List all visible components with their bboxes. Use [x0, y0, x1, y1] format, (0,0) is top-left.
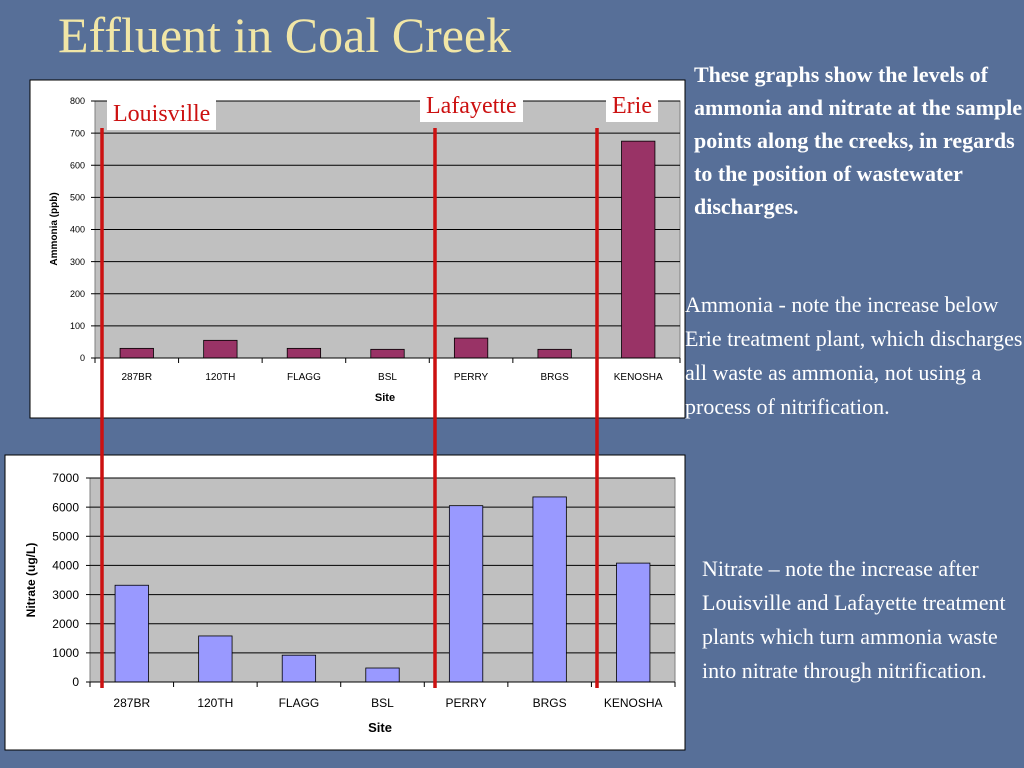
ammonia-bar-kenosha [622, 141, 655, 358]
nitrate-y-tick-label: 7000 [52, 471, 79, 486]
ammonia-y-tick-label: 400 [69, 224, 85, 235]
ammonia-y-tick-label: 200 [69, 288, 85, 299]
ammonia-y-tick-label: 300 [69, 256, 85, 267]
nitrate-x-tick-label: BRGS [532, 696, 567, 710]
ammonia-bar-120th [204, 340, 237, 358]
nitrate-bar-287br [115, 585, 148, 682]
ammonia-note: Ammonia - note the increase below Erie treatment plant, which discharges all waste as ammonia, not using a process of nitrification. [685, 292, 1023, 419]
nitrate-note: Nitrate – note the increase after Louisville and Lafayette treatment plants which turn ammonia waste into nitrate through nitrification. [702, 556, 1006, 683]
nitrate-bar-perry [449, 506, 482, 682]
nitrate-bar-flagg [282, 655, 315, 682]
ammonia-y-tick-label: 100 [69, 321, 85, 332]
nitrate-bar-bsl [366, 668, 399, 682]
nitrate-bar-kenosha [617, 563, 650, 682]
nitrate-chart [5, 455, 685, 750]
ammonia-x-tick-label: 287BR [121, 372, 153, 383]
ammonia-y-tick-label: 600 [69, 160, 85, 171]
nitrate-y-tick-label: 2000 [52, 616, 79, 631]
slide-title: Effluent in Coal Creek [58, 7, 512, 63]
ammonia-bar-perry [454, 338, 487, 358]
nitrate-x-tick-label: 120TH [197, 696, 234, 710]
nitrate-y-tick-label: 5000 [52, 529, 79, 544]
nitrate-x-tick-label: FLAGG [278, 696, 320, 710]
lafayette-marker: Lafayette [420, 90, 523, 122]
nitrate-plot-area [90, 478, 675, 682]
ammonia-x-tick-label: PERRY [453, 372, 489, 383]
ammonia-bar-brgs [538, 349, 571, 358]
ammonia-x-axis-label: Site [374, 392, 396, 404]
nitrate-x-tick-label: PERRY [445, 696, 487, 710]
ammonia-chart [30, 80, 685, 418]
ammonia-y-tick-label: 500 [69, 192, 85, 203]
ammonia-bar-flagg [287, 348, 320, 358]
ammonia-y-tick-label: 700 [69, 128, 85, 139]
ammonia-y-tick-label: 0 [79, 353, 85, 364]
nitrate-y-axis-label: Nitrate (ug/L) [24, 542, 38, 618]
nitrate-x-axis-label: Site [368, 720, 392, 735]
ammonia-bar-bsl [371, 349, 404, 358]
ammonia-x-tick-label: KENOSHA [613, 372, 663, 383]
ammonia-x-tick-label: 120TH [205, 372, 236, 383]
nitrate-x-tick-label: 287BR [113, 696, 151, 710]
nitrate-y-tick-label: 6000 [52, 500, 79, 515]
nitrate-bar-120th [199, 636, 232, 682]
intro-text: These graphs show the levels of ammonia and nitrate at the sample points along the creeks, in regards to the position of wastewater discharges. [694, 62, 1023, 219]
nitrate-x-tick-label: KENOSHA [603, 696, 663, 710]
ammonia-y-axis-label: Ammonia (ppb) [49, 192, 60, 266]
nitrate-y-tick-label: 3000 [52, 587, 79, 602]
nitrate-bar-brgs [533, 497, 566, 682]
ammonia-x-tick-label: BRGS [540, 372, 569, 383]
nitrate-y-tick-label: 0 [72, 675, 79, 690]
ammonia-y-tick-label: 800 [69, 96, 85, 107]
ammonia-x-tick-label: BSL [378, 372, 397, 383]
erie-marker: Erie [606, 90, 658, 122]
ammonia-x-tick-label: FLAGG [286, 372, 321, 383]
nitrate-y-tick-label: 1000 [52, 646, 79, 661]
ammonia-bar-287br [120, 348, 153, 358]
nitrate-y-tick-label: 4000 [52, 558, 79, 573]
nitrate-x-tick-label: BSL [371, 696, 394, 710]
louisville-marker: Louisville [107, 98, 216, 130]
